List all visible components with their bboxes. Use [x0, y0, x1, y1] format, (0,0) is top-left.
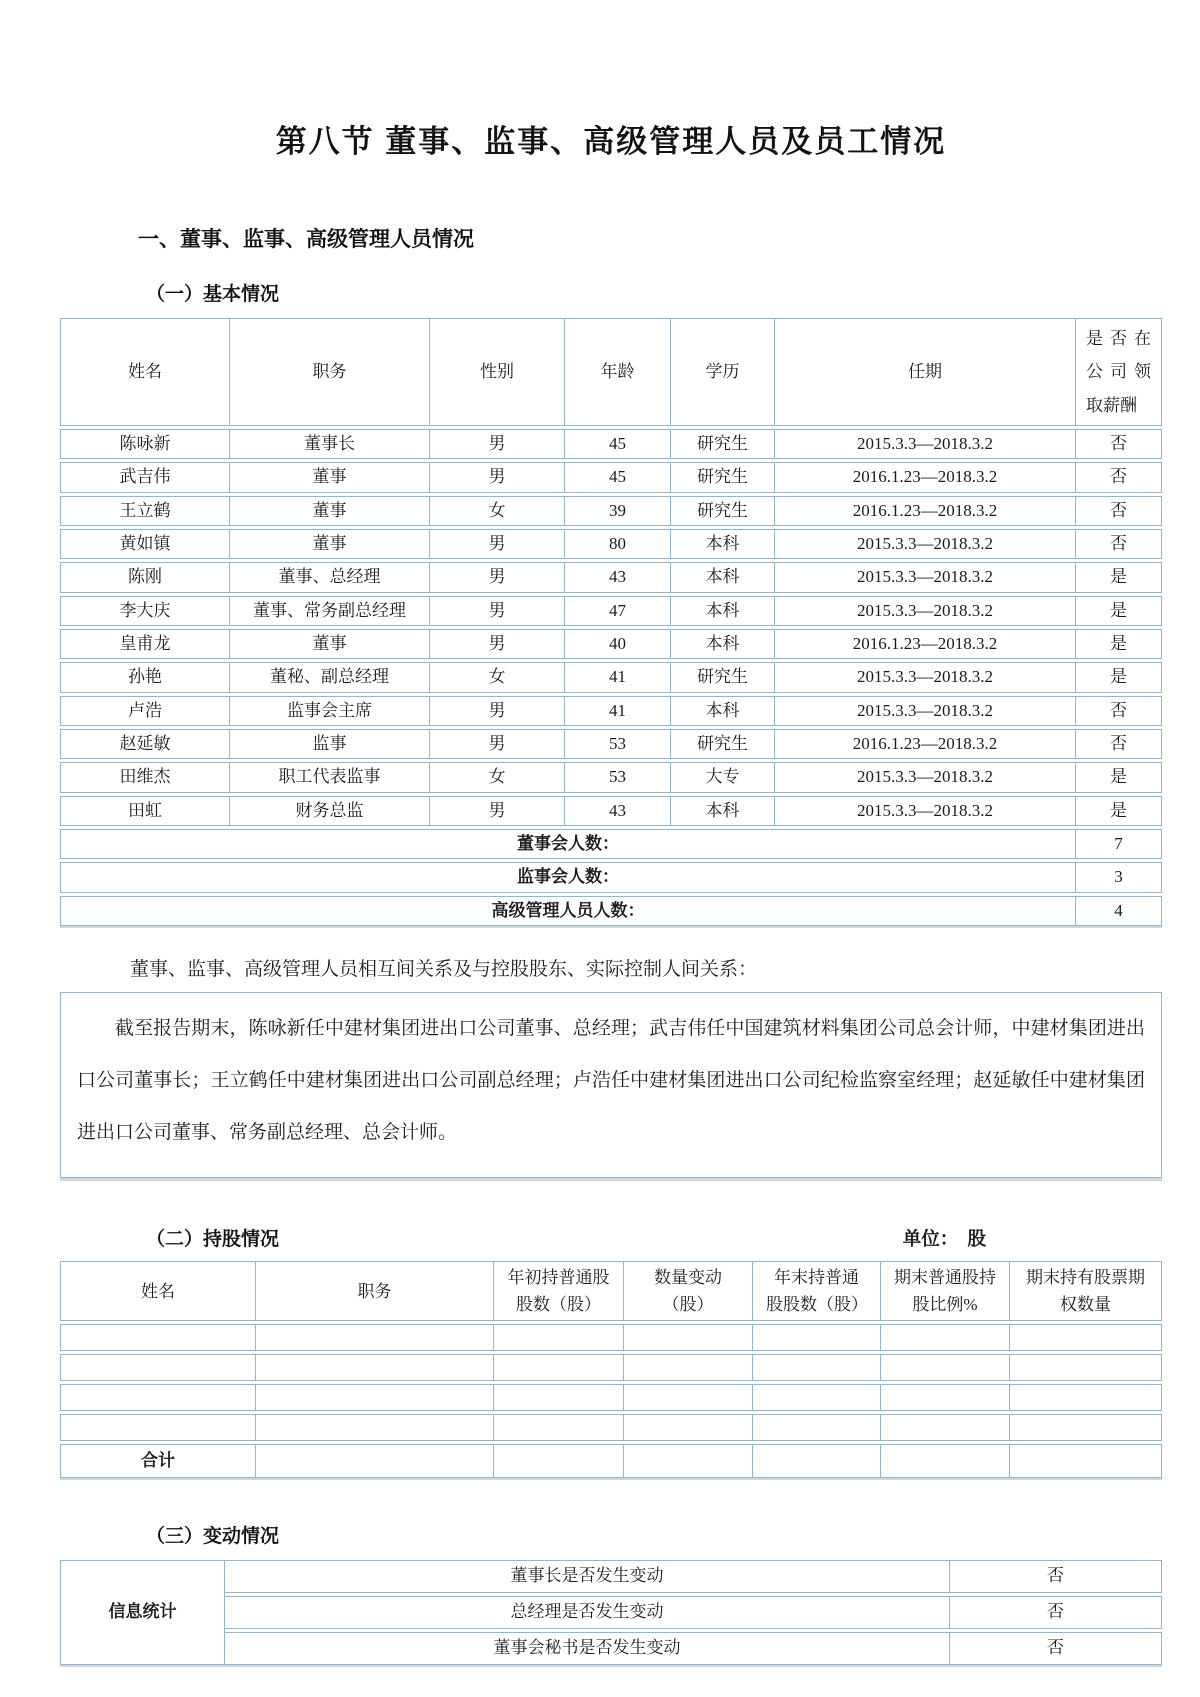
header-gender: 性别: [430, 318, 565, 426]
empty-cell: [256, 1444, 494, 1478]
basic-table-summary: [60, 829, 1162, 926]
cell-position: 董事长: [230, 429, 430, 459]
basic-table-header-row: [60, 318, 1162, 426]
cell-name: 陈刚: [60, 562, 230, 592]
header-options: 期末持有股票期权数量: [1010, 1261, 1162, 1321]
holding-total-row: [60, 1444, 1162, 1478]
empty-cell: [494, 1384, 624, 1411]
summary-row: [60, 829, 1162, 859]
cell-education: 大专: [671, 762, 775, 792]
table-row: [60, 729, 1162, 759]
cell-gender: 男: [430, 729, 565, 759]
subsection-holding-heading: （二）持股情况: [146, 1229, 280, 1251]
empty-cell: [881, 1384, 1010, 1411]
cell-paid: 是: [1076, 762, 1162, 792]
cell-gender: 男: [430, 429, 565, 459]
empty-cell: [494, 1324, 624, 1351]
cell-name: 武吉伟: [60, 462, 230, 492]
table-row: [60, 796, 1162, 826]
empty-cell: [256, 1414, 494, 1441]
header-position: 职务: [256, 1261, 494, 1321]
cell-paid: 是: [1076, 596, 1162, 626]
cell-age: 41: [565, 696, 671, 726]
cell-gender: 女: [430, 662, 565, 692]
empty-cell: [624, 1354, 753, 1381]
holding-table: [60, 1258, 1162, 1481]
cell-age: 53: [565, 729, 671, 759]
cell-term: 2016.1.23—2018.3.2: [775, 629, 1076, 659]
empty-cell: [881, 1444, 1010, 1478]
cell-name: 田维杰: [60, 762, 230, 792]
table-row: [60, 462, 1162, 492]
cell-position: 董事: [230, 629, 430, 659]
empty-cell: [624, 1384, 753, 1411]
cell-age: 43: [565, 562, 671, 592]
header-term: 任期: [775, 318, 1076, 426]
empty-cell: [1010, 1354, 1162, 1381]
cell-name: 卢浩: [60, 696, 230, 726]
header-shares-begin: 年初持普通股股数（股）: [494, 1261, 624, 1321]
cell-gender: 男: [430, 796, 565, 826]
holding-table-header-row: [60, 1261, 1162, 1321]
empty-cell: [1010, 1324, 1162, 1351]
cell-position: 董事、常务副总经理: [230, 596, 430, 626]
cell-paid: 是: [1076, 796, 1162, 826]
cell-position: 董事: [230, 529, 430, 559]
summary-value: 3: [1076, 862, 1162, 892]
cell-gender: 男: [430, 596, 565, 626]
change-row: [60, 1632, 1162, 1665]
summary-value: 4: [1076, 896, 1162, 926]
cell-education: 本科: [671, 629, 775, 659]
summary-row: [60, 896, 1162, 926]
empty-row: [60, 1354, 1162, 1381]
cell-age: 53: [565, 762, 671, 792]
header-education: 学历: [671, 318, 775, 426]
cell-name: 陈咏新: [60, 429, 230, 459]
table-row: [60, 696, 1162, 726]
change-item: 董事会秘书是否发生变动: [225, 1632, 950, 1665]
cell-paid: 否: [1076, 462, 1162, 492]
header-shares-end: 年末持普通股股数（股）: [753, 1261, 881, 1321]
change-value: 否: [950, 1560, 1162, 1593]
empty-cell: [60, 1354, 256, 1381]
cell-term: 2015.3.3—2018.3.2: [775, 429, 1076, 459]
cell-education: 本科: [671, 596, 775, 626]
cell-term: 2015.3.3—2018.3.2: [775, 562, 1076, 592]
change-value: 否: [950, 1596, 1162, 1629]
cell-paid: 否: [1076, 729, 1162, 759]
change-item: 总经理是否发生变动: [225, 1596, 950, 1629]
empty-cell: [1010, 1384, 1162, 1411]
cell-position: 董事: [230, 462, 430, 492]
relationship-label: 董事、监事、高级管理人员相互间关系及与控股股东、实际控制人间关系：: [130, 959, 758, 981]
cell-paid: 是: [1076, 562, 1162, 592]
cell-name: 李大庆: [60, 596, 230, 626]
cell-education: 本科: [671, 696, 775, 726]
table-row: [60, 662, 1162, 692]
cell-term: 2015.3.3—2018.3.2: [775, 762, 1076, 792]
empty-cell: [881, 1354, 1010, 1381]
empty-cell: [256, 1354, 494, 1381]
empty-row: [60, 1324, 1162, 1351]
summary-label: 监事会人数：: [60, 862, 1076, 892]
cell-age: 47: [565, 596, 671, 626]
subsection-change-heading: （三）变动情况: [146, 1526, 280, 1548]
cell-paid: 否: [1076, 496, 1162, 526]
header-name: 姓名: [60, 1261, 256, 1321]
change-item: 董事长是否发生变动: [225, 1560, 950, 1593]
cell-education: 研究生: [671, 662, 775, 692]
cell-age: 43: [565, 796, 671, 826]
basic-info-table: [60, 315, 1162, 929]
cell-position: 董事: [230, 496, 430, 526]
cell-term: 2016.1.23—2018.3.2: [775, 462, 1076, 492]
empty-cell: [753, 1324, 881, 1351]
summary-value: 7: [1076, 829, 1162, 859]
cell-gender: 男: [430, 696, 565, 726]
total-label: 合计: [60, 1444, 256, 1478]
cell-education: 研究生: [671, 462, 775, 492]
cell-term: 2015.3.3—2018.3.2: [775, 662, 1076, 692]
table-row: [60, 562, 1162, 592]
cell-education: 本科: [671, 796, 775, 826]
subsection-basic-heading: （一）基本情况: [146, 284, 280, 305]
cell-age: 39: [565, 496, 671, 526]
cell-paid: 是: [1076, 629, 1162, 659]
empty-cell: [256, 1384, 494, 1411]
cell-education: 本科: [671, 529, 775, 559]
cell-paid: 否: [1076, 529, 1162, 559]
header-salary: 是否在公司领取薪酬: [1076, 318, 1162, 426]
cell-age: 40: [565, 629, 671, 659]
cell-term: 2016.1.23—2018.3.2: [775, 496, 1076, 526]
cell-name: 赵延敏: [60, 729, 230, 759]
change-table: [60, 1557, 1162, 1668]
cell-paid: 是: [1076, 662, 1162, 692]
empty-cell: [1010, 1444, 1162, 1478]
change-group-label: 信息统计: [60, 1560, 225, 1665]
cell-position: 董事、总经理: [230, 562, 430, 592]
table-row: [60, 429, 1162, 459]
table-row: [60, 629, 1162, 659]
empty-cell: [881, 1414, 1010, 1441]
empty-cell: [624, 1324, 753, 1351]
empty-cell: [753, 1444, 881, 1478]
cell-position: 监事会主席: [230, 696, 430, 726]
cell-gender: 男: [430, 529, 565, 559]
cell-name: 田虹: [60, 796, 230, 826]
empty-cell: [624, 1414, 753, 1441]
holding-heading-row: [60, 1224, 1162, 1258]
cell-name: 黄如镇: [60, 529, 230, 559]
empty-cell: [60, 1384, 256, 1411]
header-name: 姓名: [60, 318, 230, 426]
cell-position: 职工代表监事: [230, 762, 430, 792]
table-row: [60, 496, 1162, 526]
change-value: 否: [950, 1632, 1162, 1665]
relationship-text: 截至报告期末，陈咏新任中建材集团进出口公司董事、总经理；武吉伟任中国建筑材料集团公司总会计师，中建材集团进出口公司董事长；王立鹤任中建材集团进出口公司副总经理；卢浩任中建材集团进出口公司纪检监察室经理；赵延敏任中建材集团进出口公司董事、常务副总经理、总会计师。: [77, 1018, 1145, 1144]
header-position: 职务: [230, 318, 430, 426]
cell-gender: 女: [430, 762, 565, 792]
holding-table-body: [60, 1324, 1162, 1441]
cell-term: 2016.1.23—2018.3.2: [775, 729, 1076, 759]
header-age: 年龄: [565, 318, 671, 426]
cell-paid: 否: [1076, 429, 1162, 459]
empty-cell: [60, 1414, 256, 1441]
page-content: [60, 0, 1162, 1668]
cell-age: 41: [565, 662, 671, 692]
empty-row: [60, 1414, 1162, 1441]
cell-paid: 否: [1076, 696, 1162, 726]
empty-cell: [60, 1324, 256, 1351]
cell-term: 2015.3.3—2018.3.2: [775, 596, 1076, 626]
unit-label: 单位： 股: [902, 1230, 986, 1251]
empty-cell: [881, 1324, 1010, 1351]
cell-position: 董秘、副总经理: [230, 662, 430, 692]
header-share-ratio: 期末普通股持股比例%: [881, 1261, 1010, 1321]
table-row: [60, 529, 1162, 559]
empty-cell: [494, 1354, 624, 1381]
empty-cell: [1010, 1414, 1162, 1441]
cell-position: 财务总监: [230, 796, 430, 826]
cell-education: 研究生: [671, 429, 775, 459]
cell-gender: 男: [430, 562, 565, 592]
cell-education: 研究生: [671, 729, 775, 759]
cell-age: 80: [565, 529, 671, 559]
cell-term: 2015.3.3—2018.3.2: [775, 796, 1076, 826]
basic-table-body: [60, 429, 1162, 826]
relationship-box: [60, 992, 1162, 1178]
cell-age: 45: [565, 429, 671, 459]
cell-name: 王立鹤: [60, 496, 230, 526]
table-row: [60, 762, 1162, 792]
page-title: 第八节 董事、监事、高级管理人员及员工情况: [275, 124, 947, 159]
cell-term: 2015.3.3—2018.3.2: [775, 529, 1076, 559]
header-shares-change: 数量变动（股）: [624, 1261, 753, 1321]
cell-education: 研究生: [671, 496, 775, 526]
empty-cell: [494, 1444, 624, 1478]
cell-name: 皇甫龙: [60, 629, 230, 659]
summary-row: [60, 862, 1162, 892]
cell-position: 监事: [230, 729, 430, 759]
cell-gender: 女: [430, 496, 565, 526]
empty-cell: [753, 1354, 881, 1381]
empty-cell: [753, 1414, 881, 1441]
empty-cell: [494, 1414, 624, 1441]
change-row: [60, 1596, 1162, 1629]
cell-gender: 男: [430, 462, 565, 492]
empty-cell: [256, 1324, 494, 1351]
summary-label: 董事会人数：: [60, 829, 1076, 859]
cell-gender: 男: [430, 629, 565, 659]
cell-age: 45: [565, 462, 671, 492]
change-row: [60, 1560, 1162, 1593]
cell-education: 本科: [671, 562, 775, 592]
empty-row: [60, 1384, 1162, 1411]
summary-label: 高级管理人员人数：: [60, 896, 1076, 926]
cell-name: 孙艳: [60, 662, 230, 692]
empty-cell: [753, 1384, 881, 1411]
empty-cell: [624, 1444, 753, 1478]
section-heading: 一、董事、监事、高级管理人员情况: [138, 228, 474, 251]
table-row: [60, 596, 1162, 626]
cell-term: 2015.3.3—2018.3.2: [775, 696, 1076, 726]
